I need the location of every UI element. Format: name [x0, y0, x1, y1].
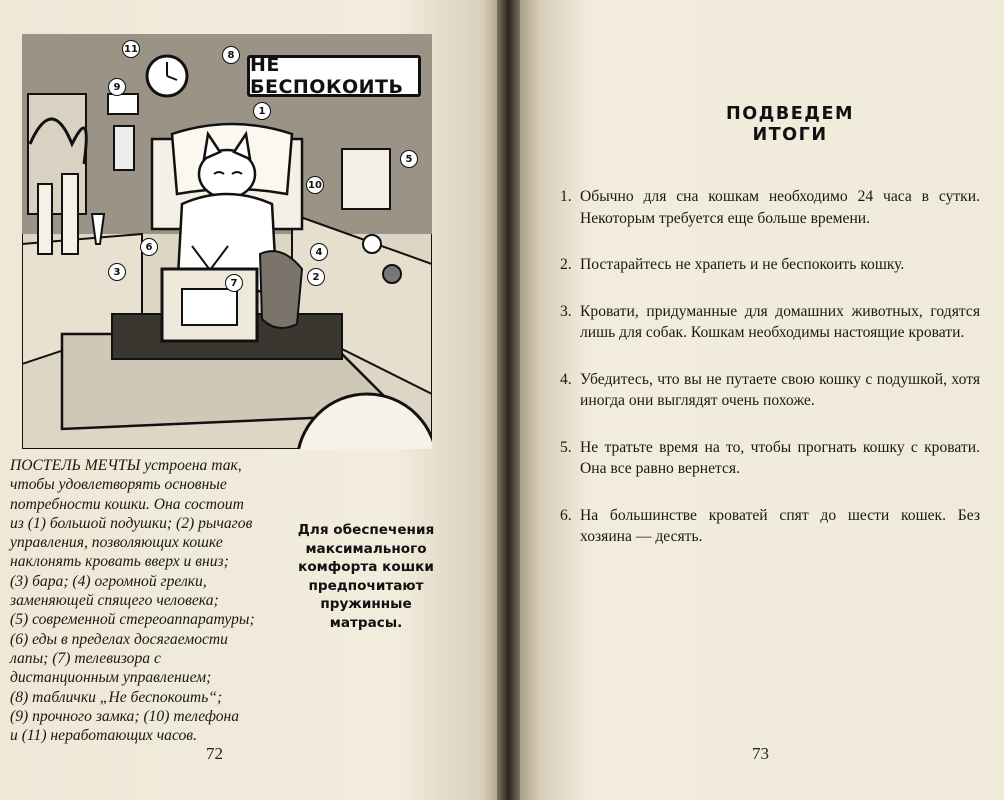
caption-line: наклонять кровать вверх и вниз;: [10, 553, 229, 571]
item-number: 1.: [560, 188, 572, 205]
callout-6: 6: [140, 238, 158, 256]
caption-line: чтобы удовлетворять основные: [10, 476, 227, 494]
caption-line: ПОСТЕЛЬ МЕЧТЫ устроена так,: [10, 457, 242, 474]
sidenote-line: матрасы.: [329, 614, 403, 631]
callout-5: 5: [400, 150, 418, 168]
caption-line: (9) прочного замка; (10) телефона: [10, 707, 240, 725]
callout-9: 9: [108, 78, 126, 96]
callout-10: 10: [306, 176, 324, 194]
page-number-left: 72: [206, 744, 223, 763]
item-text: Обычно для сна кошкам необходимо 24 часа в сутки. Некоторым требуется еще больше времени.: [580, 188, 980, 227]
callout-1: 1: [253, 102, 271, 120]
caption-line: (3) бара; (4) огромной грелки,: [10, 572, 207, 590]
illustration-caption: [10, 456, 306, 745]
title-line-1: ПОДВЕДЕМ: [726, 104, 854, 124]
item-number: 2.: [560, 256, 572, 273]
caption-line: дистанционным управлением;: [10, 669, 212, 687]
callout-4: 4: [310, 243, 328, 261]
callout-11: 11: [122, 40, 140, 58]
item-text: Убедитесь, что вы не путаете свою кошку с подушкой, хотя иногда они выглядят очень похоже.: [580, 370, 980, 409]
list-item: [560, 505, 980, 548]
list-item: [560, 369, 980, 412]
caption-line: из (1) большой подушки; (2) рычагов: [10, 514, 253, 532]
sidenote-line: максимального: [305, 540, 427, 557]
item-text: На большинстве кроватей спят до шести кошек. Без хозяина — десять.: [580, 506, 980, 545]
page-number-right: 73: [752, 744, 769, 763]
item-number: 6.: [560, 506, 572, 524]
do-not-disturb-sign: НЕ БЕСПОКОИТЬ: [247, 55, 421, 97]
callout-7: 7: [225, 274, 243, 292]
book-gutter: [497, 0, 520, 800]
right-page: [520, 0, 1004, 800]
sidenote-line: предпочитают: [308, 577, 424, 594]
left-page: [0, 0, 497, 800]
caption-line: потребности кошки. Она состоит: [10, 495, 244, 513]
list-item: [560, 437, 980, 480]
spring-mattress-note: [296, 521, 436, 633]
callout-3: 3: [108, 263, 126, 281]
title-line-2: ИТОГИ: [752, 125, 828, 145]
item-number: 5.: [560, 438, 572, 456]
item-number: 4.: [560, 370, 572, 388]
summary-list: [560, 186, 980, 573]
callout-8: 8: [222, 46, 240, 64]
list-item: [560, 186, 980, 229]
caption-line: и (11) неработающих часов.: [10, 727, 197, 745]
page-title: [660, 104, 920, 146]
sidenote-line: пружинные: [320, 596, 412, 613]
item-text: Кровати, придуманные для домашних животных, годятся лишь для собак. Кошкам необходимы настоящие кровати.: [580, 302, 980, 341]
caption-line: (5) современной стереоаппаратуры;: [10, 611, 255, 629]
caption-line: (6) еды в пределах досягаемости: [10, 630, 228, 648]
caption-line: (8) таблички „Не беспокоить“;: [10, 688, 223, 706]
caption-line: управления, позволяющих кошке: [10, 534, 223, 552]
sidenote-line: комфорта кошки: [298, 559, 434, 576]
caption-line: лапы; (7) телевизора с: [10, 649, 161, 667]
caption-line: заменяющей спящего человека;: [10, 592, 219, 610]
sidenote-line: Для обеспечения: [297, 522, 435, 538]
list-item: [560, 301, 980, 344]
item-text: Не тратьте время на то, чтобы прогнать кошку с кровати. Она все равно вернется.: [580, 438, 980, 477]
list-item: [560, 254, 980, 276]
item-text: Постарайтесь не храпеть и не беспокоить кошку.: [580, 256, 905, 273]
item-number: 3.: [560, 302, 572, 320]
callout-2: 2: [307, 268, 325, 286]
